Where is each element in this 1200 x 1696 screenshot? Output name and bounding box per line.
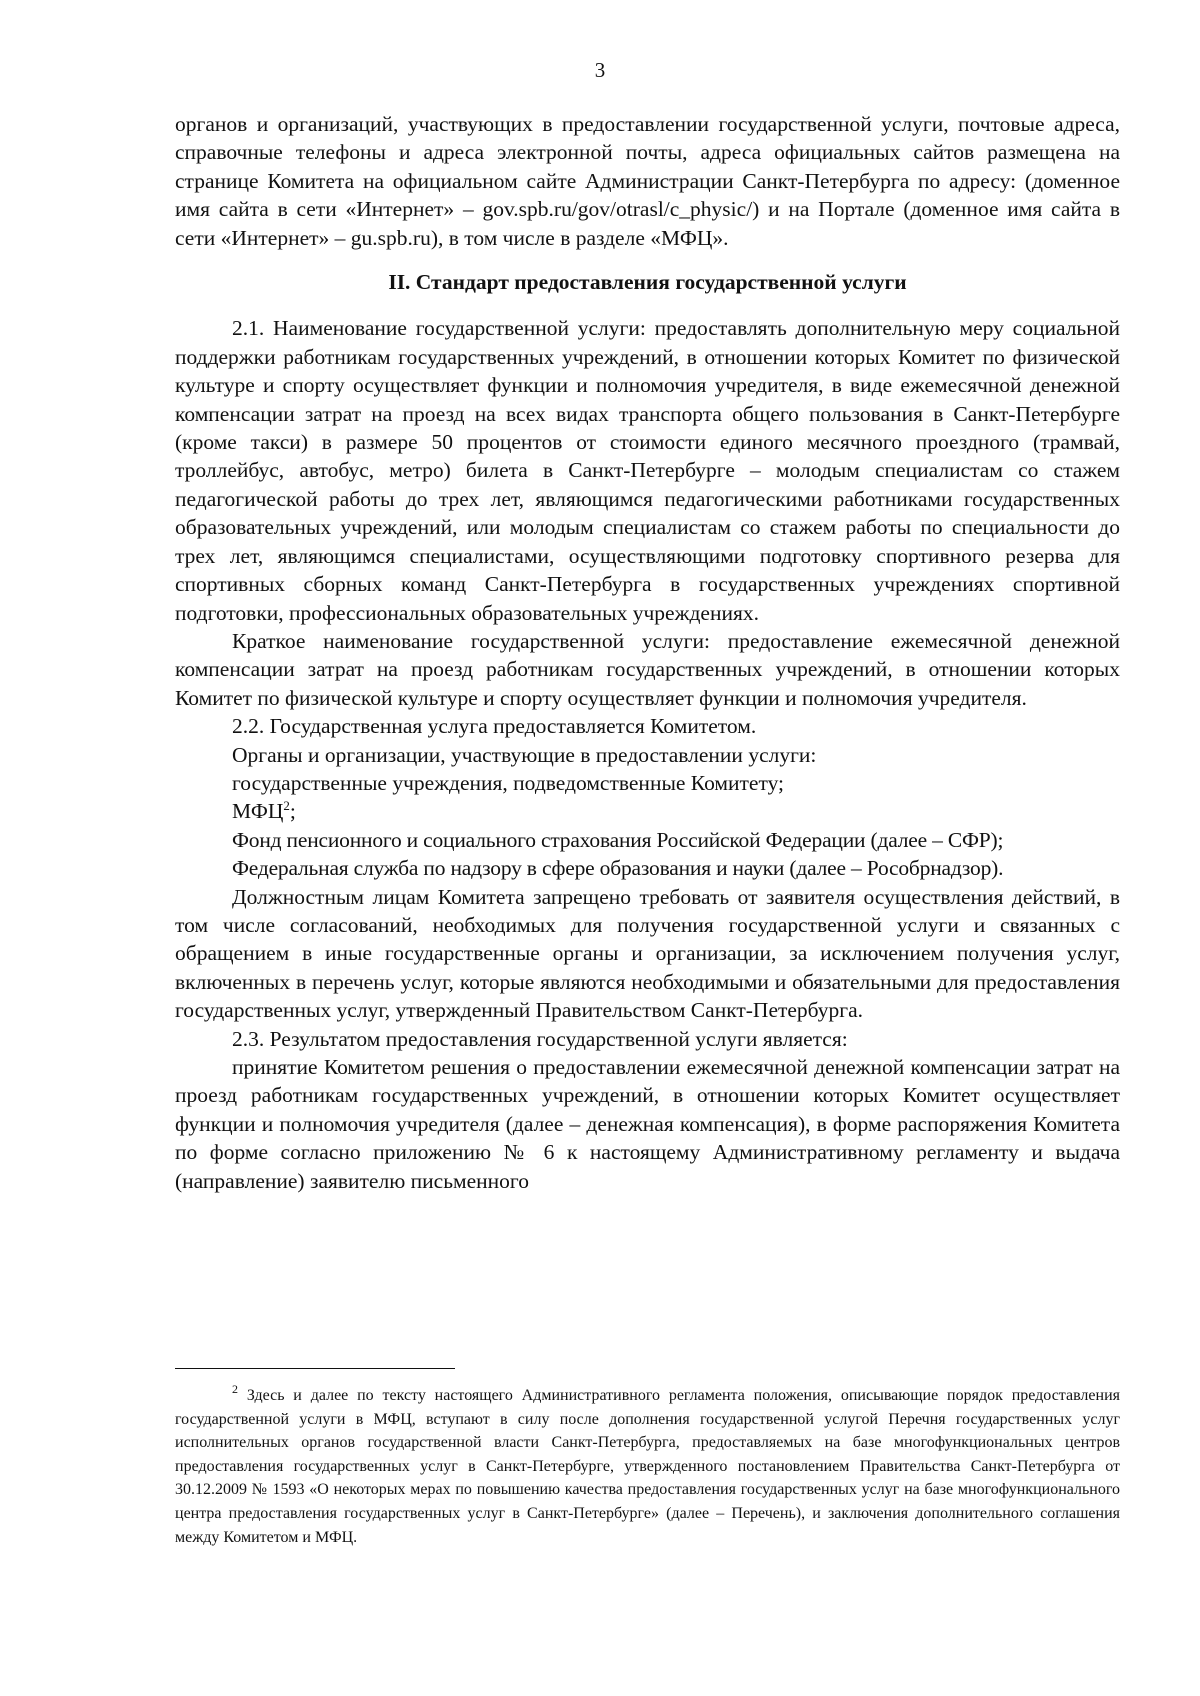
footnote bbox=[175, 1384, 1120, 1549]
section-heading: II. Стандарт предоставления государственной услуги bbox=[388, 270, 907, 295]
paragraph-mfc bbox=[175, 797, 1120, 825]
paragraph-short-name: Краткое наименование государственной услуги: предоставление ежемесячной денежной компенсации затрат на проезд работникам государственных учреждений, в отношении которых Комитет по физической культуре и спорту осуществляет функции и полномочия учредителя. bbox=[175, 628, 1120, 710]
footnote-marker: 2 bbox=[232, 1382, 238, 1396]
paragraph-orgs-state: государственные учреждения, подведомственные Комитету; bbox=[232, 770, 785, 795]
paragraph-result: принятие Комитетом решения о предоставлении ежемесячной денежной компенсации затрат на проезд работникам государственных учреждений, в отношении которых Комитет осуществляет функции и полномочия учредителя (далее – денежная компенсация), в форме распоряжения Комитета по форме согласно приложению № 6 к настоящему Административному регламенту и выдача (направление) заявителю письменного bbox=[175, 1055, 1120, 1193]
footnote-separator bbox=[175, 1368, 455, 1369]
intro-paragraph: органов и организаций, участвующих в предоставлении государственной услуги, почтовые адреса, справочные телефоны и адреса электронной почты, адреса официальных сайтов размещена на странице Комитета на официальном сайте Администрации Санкт-Петербурга по адресу: (доменное имя сайта в сети «Интернет» – gov.spb.ru/gov/otrasl/c_physic/) и на Портале (доменное имя сайта в сети «Интернет» – gu.spb.ru), в том числе в разделе «МФЦ». bbox=[175, 112, 1120, 250]
footnote-text: Здесь и далее по тексту настоящего Административного регламента положения, описывающие порядок предоставления государственной услуги в МФЦ, вступают в силу после дополнения государственной услугой Перечня государственных услуг исполнительных органов государственной власти Санкт-Петербурга, предоставляемых на базе многофункциональных центров предоставления государственных услуг в Санкт-Петербурге, утвержденного постановлением Правительства Санкт-Петербурга от 30.12.2009 № 1593 «О некоторых мерах по повышению качества предоставления государственных услуг на базе многофункционального центра предоставления государственных услуг в Санкт-Петербурге» (далее – Перечень), и заключения дополнительного соглашения между Комитетом и МФЦ. bbox=[175, 1387, 1120, 1546]
paragraph-orgs-intro: Органы и организации, участвующие в предоставлении услуги: bbox=[232, 742, 817, 767]
paragraph-2-1: 2.1. Наименование государственной услуги: предоставлять дополнительную меру социальной поддержки работникам государственных учреждений, в отношении которых Комитет по физической культуре и спорту осуществляет функции и полномочия учредителя, в виде ежемесячной денежной компенсации затрат на проезд на всех видах транспорта общего пользования в Санкт-Петербурге (кроме такси) в размере 50 процентов от стоимости единого месячного проездного (трамвай, троллейбус, автобус, метро) билета в Санкт-Петербурге – молодым специалистам со стажем педагогической работы до трех лет, являющимся педагогическими работниками государственных образовательных учреждений, или молодым специалистам со стажем работы по специальности до трех лет, являющимся специалистами, осуществляющими подготовку спортивного резерва для спортивных сборных команд Санкт-Петербурга в государственных учреждениях спортивной подготовки, профессиональных образовательных учреждениях. bbox=[175, 316, 1120, 625]
footnote-reference: 2 bbox=[283, 798, 290, 814]
page-number: 3 bbox=[594, 58, 606, 82]
document-body bbox=[175, 110, 1120, 1195]
mfc-suffix: ; bbox=[289, 799, 296, 824]
mfc-label: МФЦ bbox=[232, 799, 284, 824]
paragraph-2-3: 2.3. Результатом предоставления государственной услуги является: bbox=[232, 1026, 848, 1051]
paragraph-prohibit: Должностным лицам Комитета запрещено требовать от заявителя осуществления действий, в том числе согласований, необходимых для получения государственной услуги и связанных с обращением в иные государственные органы и организации, за исключением получения услуг, включенных в перечень услуг, которые являются необходимыми и обязательными для предоставления государственных услуг, утвержденный Правительством Санкт-Петербурга. bbox=[175, 884, 1120, 1023]
paragraph-2-2: 2.2. Государственная услуга предоставляется Комитетом. bbox=[232, 714, 757, 739]
paragraph-rosobr: Федеральная служба по надзору в сфере образования и науки (далее – Рособрнадзор). bbox=[232, 856, 1004, 881]
paragraph-sfr: Фонд пенсионного и социального страхования Российской Федерации (далее – СФР); bbox=[232, 827, 1004, 852]
